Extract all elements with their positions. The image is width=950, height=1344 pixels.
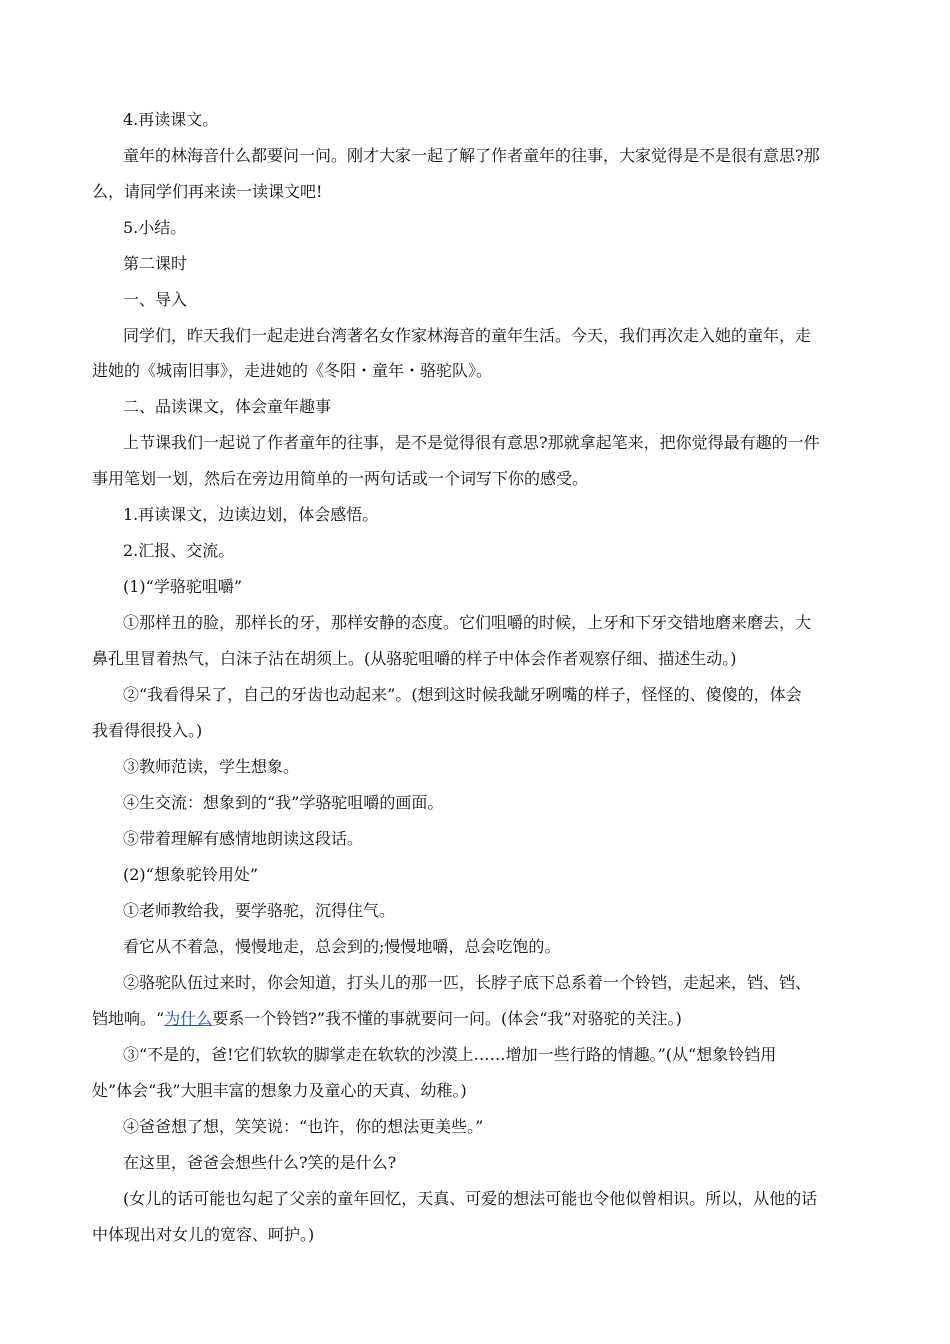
text-line: 4.再读课文。	[123, 110, 219, 129]
text-line: 2.汇报、交流。	[123, 541, 235, 560]
text-line: 进她的《城南旧事》，走进她的《冬阳・童年・骆驼队》。	[92, 361, 493, 380]
text-line: 我看得很投入。)	[92, 721, 203, 740]
text-line: ②“我看得呆了，自己的牙齿也动起来”。(想到这时候我龇牙咧嘴的样子，怪怪的、傻傻的，体会	[123, 685, 802, 704]
text-line: 中体现出对女儿的宽容、呵护。)	[92, 1225, 315, 1244]
text-line: ①那样丑的脸，那样长的牙，那样安静的态度。它们咀嚼的时候，上牙和下牙交错地磨来磨去，大	[123, 613, 812, 632]
text-line: ④生交流：想象到的“我”学骆驼咀嚼的画面。	[123, 793, 444, 812]
why-link[interactable]: 为什么	[164, 1009, 213, 1028]
text-line-with-link	[92, 1009, 858, 1029]
text-line: (2)“想象驼铃用处”	[123, 865, 259, 884]
text-line: ②骆驼队伍过来时，你会知道，打头儿的那一匹，长脖子底下总系着一个铃铛，走起来，铛、铛、	[123, 973, 812, 992]
text-line: 看它从不着急，慢慢地走，总会到的;慢慢地嚼，总会吃饱的。	[123, 937, 561, 956]
section-heading: 第二课时	[123, 254, 188, 273]
text-line: 同学们，昨天我们一起走进台湾著名女作家林海音的童年生活。今天，我们再次走入她的童年，走	[123, 326, 812, 345]
text-line: 事用笔划一划，然后在旁边用简单的一两句话或一个词写下你的感受。	[92, 469, 589, 488]
text-line: 么，请同学们再来读一读课文吧!	[92, 182, 323, 201]
text-line: 童年的林海音什么都要问一问。刚才大家一起了解了作者童年的往事，大家觉得是不是很有意思?那	[123, 146, 820, 165]
text-line: 5.小结。	[123, 218, 187, 237]
text-line: 1.再读课文，边读边划，体会感悟。	[123, 505, 379, 524]
text-line: ③“不是的，爸!它们软软的脚掌走在软软的沙漠上……增加一些行路的情趣。”(从“想象铃铛用	[123, 1045, 777, 1064]
text-line: 在这里，爸爸会想些什么?笑的是什么?	[123, 1153, 397, 1172]
text-segment: 要系一个铃铛?”我不懂的事就要问一问。(体会“我”对骆驼的关注。)	[212, 1009, 682, 1028]
text-line: (1)“学骆驼咀嚼”	[123, 577, 243, 596]
text-line: (女儿的话可能也勾起了父亲的童年回忆，天真、可爱的想法可能也令他似曾相识。所以，从他的话	[123, 1189, 818, 1208]
text-line: ④爸爸想了想，笑笑说：“也许，你的想法更美些。”	[123, 1117, 484, 1136]
text-line: 鼻孔里冒着热气，白沫子沾在胡须上。(从骆驼咀嚼的样子中体会作者观察仔细、描述生动。)	[92, 649, 737, 668]
text-line: ⑤带着理解有感情地朗读这段话。	[123, 829, 364, 848]
section-heading: 一、导入	[123, 290, 188, 309]
text-line: 处”体会“我”大胆丰富的想象力及童心的天真、幼稚。)	[92, 1081, 467, 1100]
section-heading: 二、品读课文，体会童年趣事	[123, 397, 332, 416]
text-line: 上节课我们一起说了作者童年的往事，是不是觉得很有意思?那就拿起笔来，把你觉得最有趣的一件	[123, 433, 820, 452]
text-line: ③教师范读，学生想象。	[123, 757, 300, 776]
text-segment: 铛地响。“	[92, 1009, 165, 1028]
text-line: ①老师教给我，要学骆驼，沉得住气。	[123, 901, 396, 920]
